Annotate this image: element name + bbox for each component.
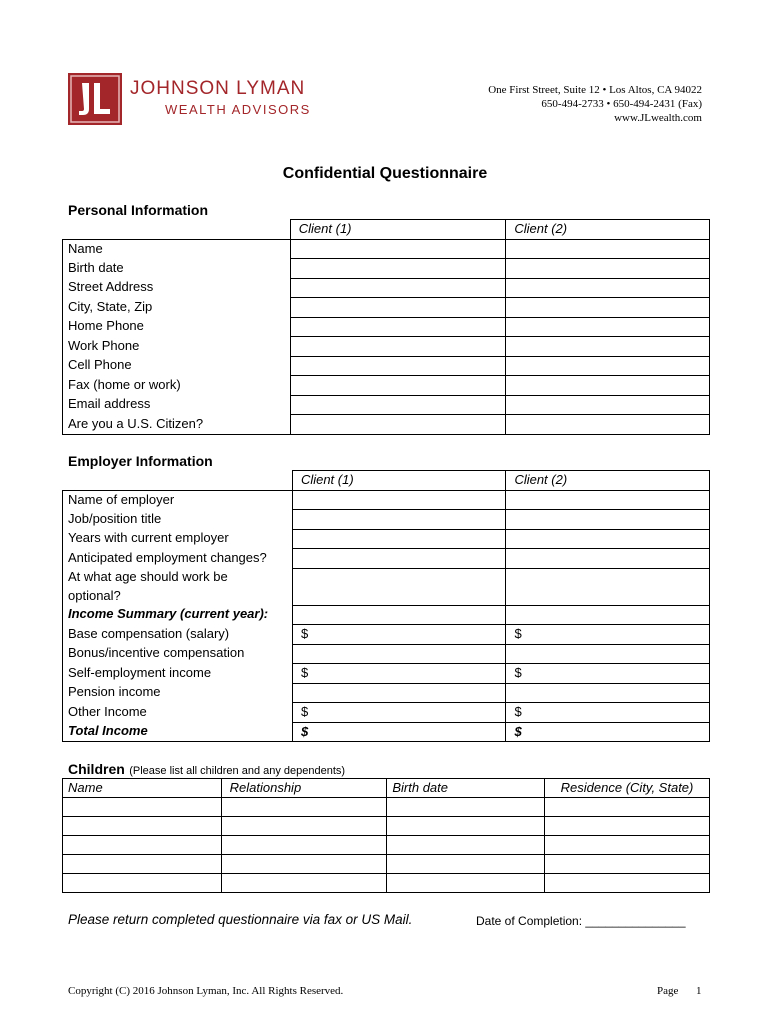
header-spacer [63,471,293,491]
row-label: Street Address [63,278,291,298]
row-label: Birth date [63,259,291,279]
completion-label: Date of Completion: [476,914,583,928]
table-row [63,259,710,279]
company-address [488,83,702,125]
table-header-row [63,779,710,798]
row-label: Are you a U.S. Citizen? [63,415,291,435]
child-birthdate-field[interactable] [387,874,545,893]
row-label: Self-employment income [63,664,293,684]
child-residence-field[interactable] [545,798,710,817]
table-row [63,549,710,569]
completion-date [476,914,686,928]
client1-field[interactable] [290,376,506,396]
table-row [63,376,710,396]
company-logo [68,73,122,125]
client1-field[interactable] [290,415,506,435]
table-row [63,605,710,625]
child-name-field[interactable] [63,798,222,817]
client2-field[interactable] [506,259,710,279]
client1-field[interactable] [292,644,506,664]
row-label: Job/position title [63,510,293,530]
children-table [62,778,710,893]
employer-info-table [62,470,710,742]
child-relationship-field[interactable] [221,798,387,817]
client2-field[interactable] [506,298,710,318]
children-heading-line [68,761,345,779]
client2-field[interactable] [506,337,710,357]
client1-field[interactable] [290,278,506,298]
child-birthdate-field[interactable] [387,798,545,817]
table-row [63,644,710,664]
client1-field[interactable] [290,239,506,259]
row-label: Other Income [63,703,293,723]
row-label: City, State, Zip [63,298,291,318]
table-row [63,317,710,337]
table-row [63,490,710,510]
row-label: Cell Phone [63,356,291,376]
client2-field[interactable] [506,568,710,605]
client2-field[interactable]: $ [506,703,710,723]
row-label: Anticipated employment changes? [63,549,293,569]
client2-field[interactable] [506,376,710,396]
client1-field[interactable]: $ [292,625,506,645]
table-row [63,798,710,817]
row-label: Income Summary (current year): [63,605,293,625]
column-header: Name [63,779,222,798]
row-label: Pension income [63,683,293,703]
child-name-field[interactable] [63,836,222,855]
client1-field[interactable] [290,395,506,415]
child-relationship-field[interactable] [221,874,387,893]
table-row [63,817,710,836]
row-label: Base compensation (salary) [63,625,293,645]
child-birthdate-field[interactable] [387,817,545,836]
personal-info-heading: Personal Information [68,202,209,218]
client2-field[interactable] [506,529,710,549]
client2-field[interactable] [506,549,710,569]
column-header: Residence (City, State) [545,779,710,798]
child-residence-field[interactable] [545,836,710,855]
row-label: Home Phone [63,317,291,337]
personal-info-table [62,219,710,435]
table-row [63,874,710,893]
header-spacer [63,220,291,240]
client2-field[interactable] [506,490,710,510]
client1-field[interactable] [292,529,506,549]
client1-field[interactable] [290,337,506,357]
copyright-notice: Copyright (C) 2016 Johnson Lyman, Inc. All Rights Reserved. [68,985,344,997]
client2-field[interactable] [506,683,710,703]
child-name-field[interactable] [63,855,222,874]
table-row [63,415,710,435]
address-line: One First Street, Suite 12 • Los Altos, CA 94022 [488,84,702,96]
client2-field[interactable] [506,356,710,376]
client2-field[interactable] [506,605,710,625]
brand-name: JOHNSON LYMAN [130,78,306,99]
client1-field[interactable] [290,317,506,337]
child-name-field[interactable] [63,874,222,893]
table-row [63,278,710,298]
client1-field[interactable] [292,510,506,530]
child-name-field[interactable] [63,817,222,836]
column-header: Relationship [221,779,387,798]
document-title: Confidential Questionnaire [282,165,488,182]
table-row [63,722,710,742]
children-heading: Children [68,761,125,777]
client2-field[interactable]: $ [506,625,710,645]
client1-field[interactable]: $ [292,722,506,742]
client2-field[interactable] [506,278,710,298]
row-label: Bonus/incentive compensation [63,644,293,664]
child-relationship-field[interactable] [221,836,387,855]
client2-header: Client (2) [506,471,710,491]
table-row [63,703,710,723]
child-residence-field[interactable] [545,817,710,836]
client2-field[interactable] [506,239,710,259]
client2-header: Client (2) [506,220,710,240]
table-row [63,298,710,318]
client1-field[interactable] [292,683,506,703]
client1-header: Client (1) [290,220,506,240]
child-relationship-field[interactable] [221,855,387,874]
client1-header: Client (1) [292,471,506,491]
client2-field[interactable]: $ [506,722,710,742]
row-label: Work Phone [63,337,291,357]
page-label: Page [657,985,679,997]
client1-field[interactable]: $ [292,703,506,723]
client1-field[interactable] [292,490,506,510]
child-relationship-field[interactable] [221,817,387,836]
table-row [63,356,710,376]
table-row [63,625,710,645]
child-residence-field[interactable] [545,874,710,893]
client2-field[interactable] [506,415,710,435]
employer-info-heading: Employer Information [68,453,213,469]
child-birthdate-field[interactable] [387,836,545,855]
client1-field[interactable] [292,605,506,625]
brand-tagline: WEALTH ADVISORS [165,102,311,117]
table-row [63,683,710,703]
row-label: Email address [63,395,291,415]
table-row [63,836,710,855]
row-label: Total Income [63,722,293,742]
client1-field[interactable] [290,298,506,318]
column-header: Birth date [387,779,545,798]
client2-field[interactable] [506,644,710,664]
row-label: Fax (home or work) [63,376,291,396]
phone-line: 650-494-2733 • 650-494-2431 (Fax) [541,98,702,110]
client2-field[interactable] [506,510,710,530]
row-label: Name [63,239,291,259]
completion-blank[interactable]: _______________ [585,914,686,928]
client2-field[interactable] [506,395,710,415]
client1-field[interactable]: $ [292,664,506,684]
row-label: At what age should work be [63,568,293,587]
table-row [63,855,710,874]
child-birthdate-field[interactable] [387,855,545,874]
client2-field[interactable] [506,317,710,337]
table-row [63,529,710,549]
row-label: Years with current employer [63,529,293,549]
table-row [63,239,710,259]
table-row [63,664,710,684]
client2-field[interactable]: $ [506,664,710,684]
client1-field[interactable] [292,568,506,605]
website-line: www.JLwealth.com [614,112,702,124]
table-row [63,337,710,357]
client1-field[interactable] [290,259,506,279]
page-number: 1 [696,985,702,997]
table-row [63,395,710,415]
client1-field[interactable] [292,549,506,569]
child-residence-field[interactable] [545,855,710,874]
children-note: (Please list all children and any dependents) [129,765,346,777]
table-row [63,568,710,587]
row-label: Name of employer [63,490,293,510]
row-label: optional? [63,587,293,606]
client1-field[interactable] [290,356,506,376]
table-row [63,510,710,530]
return-instructions: Please return completed questionnaire via fax or US Mail. [68,912,413,927]
